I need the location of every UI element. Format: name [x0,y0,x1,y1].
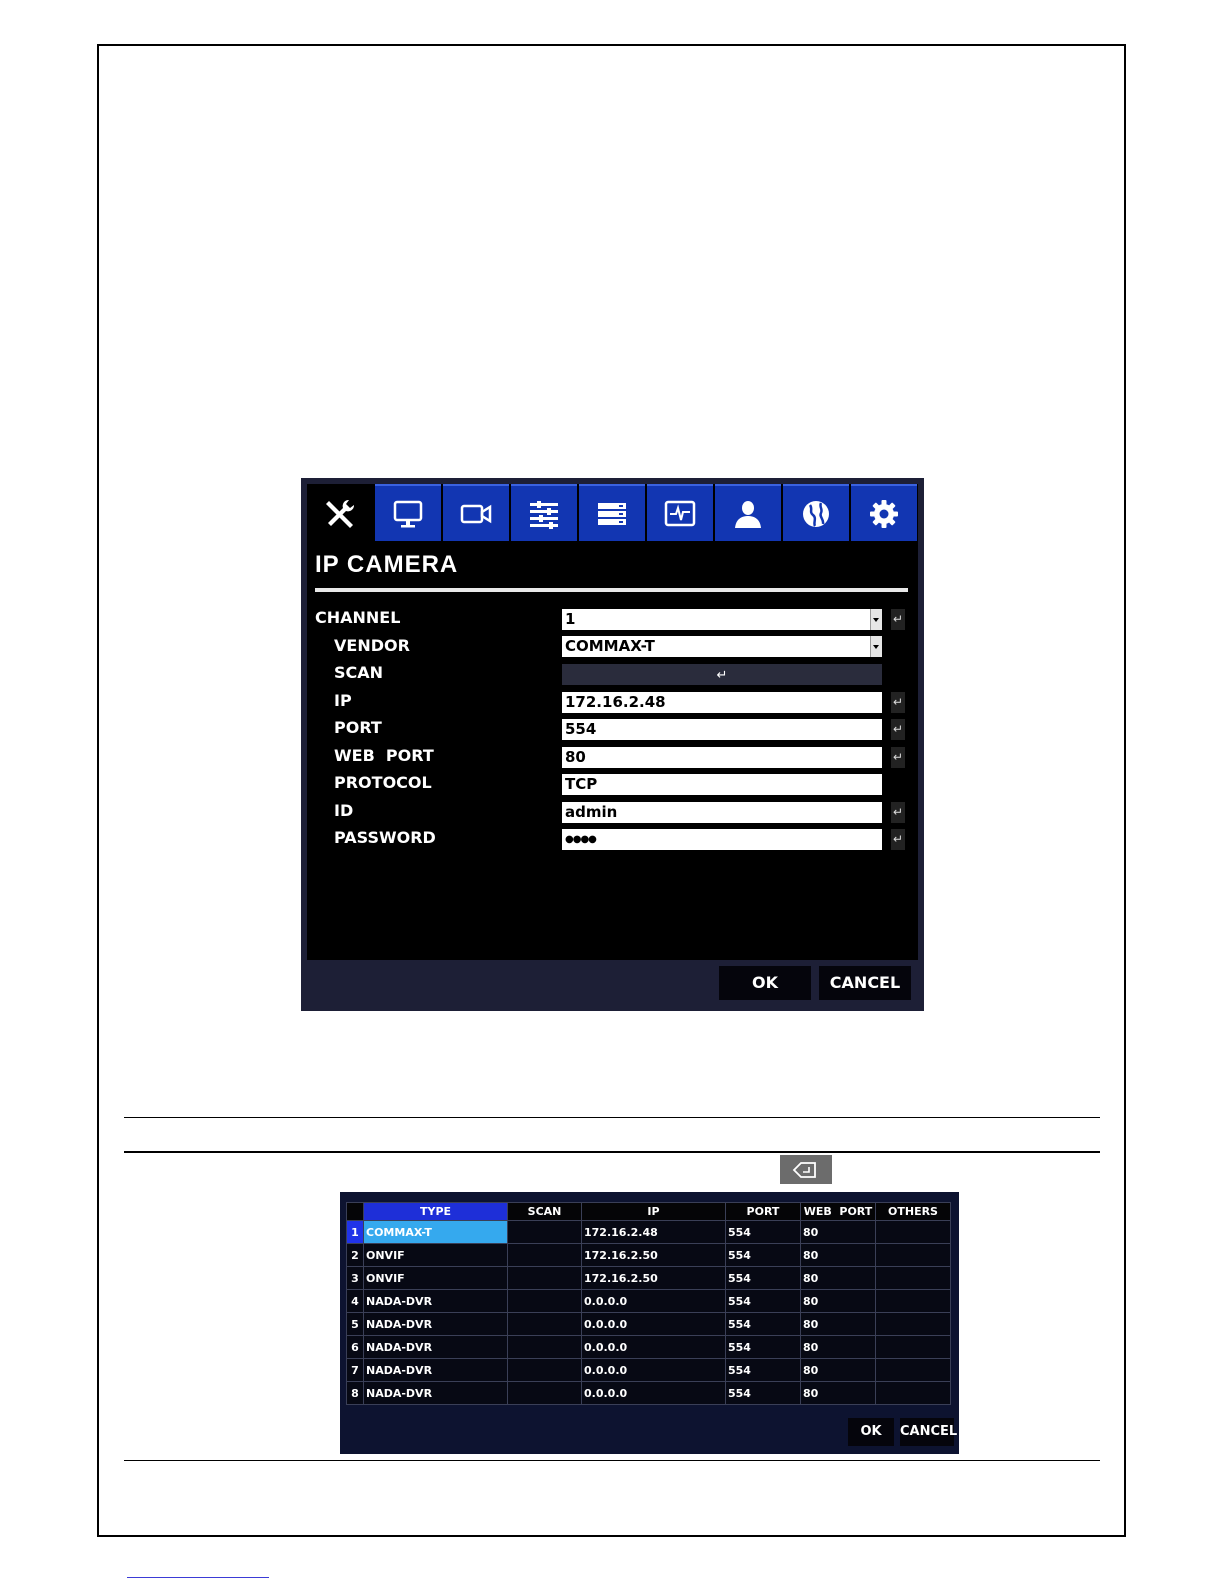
row-web-port: 80 [801,1290,876,1313]
channel-enter-button[interactable]: ↵ [891,609,905,630]
ip-camera-dialog [301,478,924,1011]
id-label: ID [334,801,354,820]
table-row[interactable] [347,1244,951,1267]
title-divider [315,588,908,592]
table-row[interactable] [347,1382,951,1405]
row-others [876,1221,951,1244]
table-row[interactable] [347,1313,951,1336]
port-field[interactable]: 554 [562,719,882,740]
port-enter-button[interactable]: ↵ [891,719,905,740]
row-scan [508,1267,582,1290]
row-ip: 0.0.0.0 [582,1336,726,1359]
row-web-port: 80 [801,1336,876,1359]
row-type: NADA-DVR [364,1336,508,1359]
row-scan [508,1313,582,1336]
ip-enter-button[interactable]: ↵ [891,692,905,713]
table-header-row [347,1203,951,1221]
row-web-port: 80 [801,1267,876,1290]
row-web-port: 80 [801,1221,876,1244]
row-ip: 0.0.0.0 [582,1290,726,1313]
sliders-icon [527,497,561,531]
row-port: 554 [726,1221,801,1244]
row-scan [508,1221,582,1244]
protocol-label: PROTOCOL [334,773,432,792]
scan-button[interactable]: ↵ [562,664,882,685]
row-ip: 0.0.0.0 [582,1359,726,1382]
table-row[interactable] [347,1221,951,1244]
col-port-header: PORT [726,1203,801,1221]
cancel-button[interactable]: CANCEL [819,966,911,1000]
row-others [876,1313,951,1336]
row-type: ONVIF [364,1267,508,1290]
scan-result-table [346,1202,951,1405]
row-web-port: 80 [801,1244,876,1267]
password-label: PASSWORD [334,828,436,847]
tab-user[interactable] [715,484,781,541]
tab-camera[interactable] [443,484,509,541]
row-scan [508,1336,582,1359]
row-number: 5 [347,1313,364,1336]
vendor-label: VENDOR [334,636,410,655]
col-others-header: OTHERS [876,1203,951,1221]
row-type: NADA-DVR [364,1382,508,1405]
row-port: 554 [726,1290,801,1313]
row-number: 7 [347,1359,364,1382]
scan-ok-button[interactable]: OK [848,1418,894,1446]
storage-icon [595,497,629,531]
row-type: COMMAX-T [364,1221,508,1244]
video-camera-icon [459,497,493,531]
web-port-label: WEB PORT [334,746,434,765]
col-web-port-header: WEB PORT [801,1203,876,1221]
web-port-field[interactable]: 80 [562,747,882,768]
row-type: NADA-DVR [364,1359,508,1382]
channel-value: 1 [565,610,576,628]
channel-label: CHANNEL [315,608,401,627]
section-rule-top [124,1117,1100,1118]
user-icon [731,497,765,531]
id-enter-button[interactable]: ↵ [891,802,905,823]
row-others [876,1382,951,1405]
row-number: 8 [347,1382,364,1405]
enter-key-icon [780,1155,832,1184]
channel-select[interactable] [562,609,882,630]
col-ip-header: IP [582,1203,726,1221]
row-web-port: 80 [801,1359,876,1382]
port-label: PORT [334,718,382,737]
row-ip: 172.16.2.50 [582,1267,726,1290]
row-port: 554 [726,1244,801,1267]
section-rule-middle [124,1151,1100,1153]
row-number: 4 [347,1290,364,1313]
row-others [876,1359,951,1382]
chevron-down-icon [873,618,879,622]
tab-system-monitor[interactable] [647,484,713,541]
section-rule-bottom [124,1460,1100,1461]
row-number: 2 [347,1244,364,1267]
scan-result-rows [347,1221,951,1405]
id-field[interactable]: admin [562,802,882,823]
web-port-enter-button[interactable]: ↵ [891,747,905,768]
row-scan [508,1382,582,1405]
protocol-field[interactable]: TCP [562,774,882,795]
table-row[interactable] [347,1359,951,1382]
table-row[interactable] [347,1267,951,1290]
tab-tools[interactable] [307,484,373,541]
row-web-port: 80 [801,1382,876,1405]
tab-settings[interactable] [851,484,917,541]
row-port: 554 [726,1359,801,1382]
menu-tab-bar [307,484,917,541]
scan-result-panel [340,1192,959,1454]
password-enter-button[interactable]: ↵ [891,829,905,850]
row-number: 1 [347,1221,364,1244]
monitor-icon [391,497,425,531]
gear-icon [867,497,901,531]
col-type-header: TYPE [364,1203,508,1221]
row-others [876,1267,951,1290]
row-ip: 0.0.0.0 [582,1382,726,1405]
pulse-monitor-icon [663,497,697,531]
tab-record-settings[interactable] [511,484,577,541]
row-ip: 0.0.0.0 [582,1313,726,1336]
col-number-header [347,1203,364,1221]
col-scan-header: SCAN [508,1203,582,1221]
password-field[interactable]: ●●●● [562,829,882,850]
row-type: ONVIF [364,1244,508,1267]
row-type: NADA-DVR [364,1313,508,1336]
network-globe-icon [799,497,833,531]
return-arrow-icon [792,1160,820,1180]
row-web-port: 80 [801,1313,876,1336]
row-port: 554 [726,1313,801,1336]
row-port: 554 [726,1382,801,1405]
row-others [876,1336,951,1359]
row-port: 554 [726,1267,801,1290]
row-number: 6 [347,1336,364,1359]
tools-icon [323,497,357,531]
chevron-down-icon [873,645,879,649]
footer-link-underline [127,1577,269,1578]
table-row[interactable] [347,1290,951,1313]
row-port: 554 [726,1336,801,1359]
row-scan [508,1359,582,1382]
row-scan [508,1290,582,1313]
vendor-value: COMMAX-T [565,637,655,655]
tab-storage[interactable] [579,484,645,541]
page-title: IP CAMERA [315,551,459,578]
ok-button[interactable]: OK [719,966,811,1000]
ip-field[interactable]: 172.16.2.48 [562,692,882,713]
tab-network[interactable] [783,484,849,541]
scan-cancel-button[interactable]: CANCEL [900,1418,954,1446]
row-number: 3 [347,1267,364,1290]
row-others [876,1290,951,1313]
vendor-select[interactable] [562,636,882,657]
row-scan [508,1244,582,1267]
tab-display[interactable] [375,484,441,541]
table-row[interactable] [347,1336,951,1359]
row-others [876,1244,951,1267]
row-type: NADA-DVR [364,1290,508,1313]
scan-label: SCAN [334,663,384,682]
row-ip: 172.16.2.48 [582,1221,726,1244]
row-ip: 172.16.2.50 [582,1244,726,1267]
ip-label: IP [334,691,352,710]
